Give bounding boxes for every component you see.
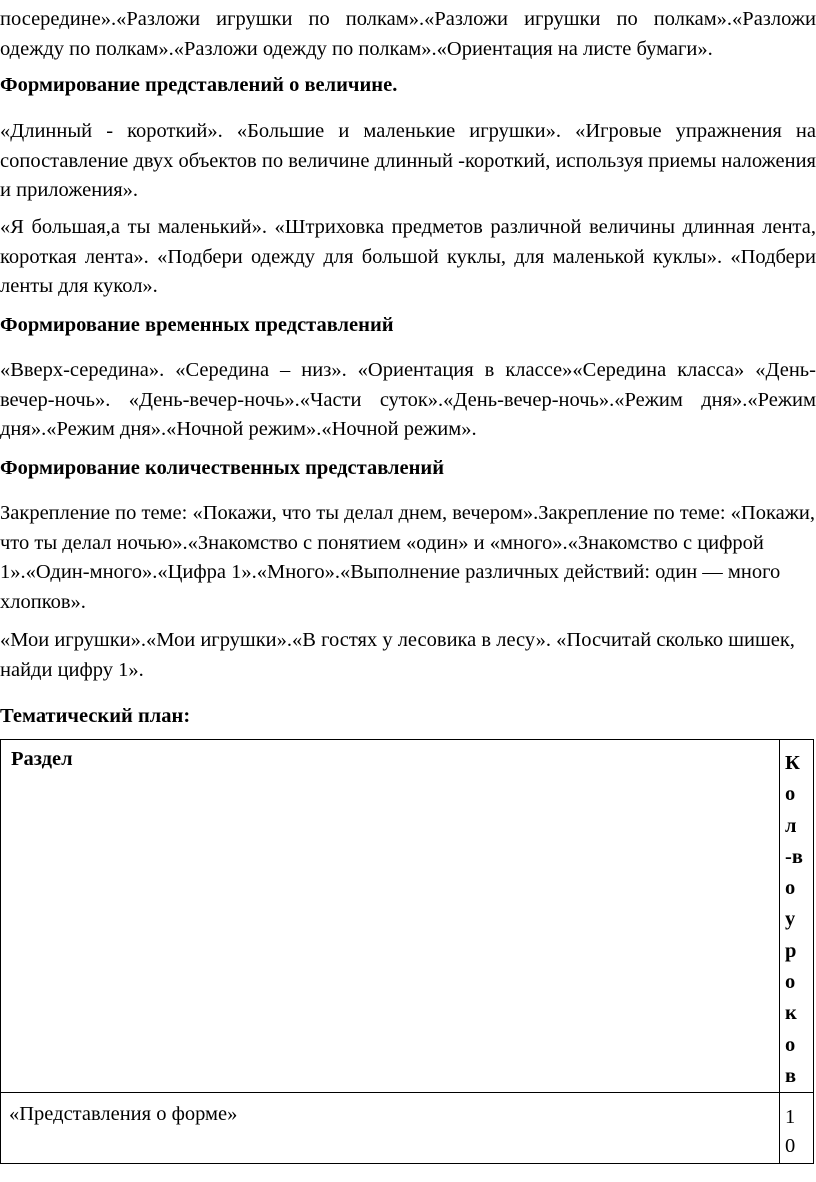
table-header-row (1, 740, 814, 1093)
header-lesson-count-label: Кол-воуроков (785, 752, 803, 1087)
paragraph-my-toys: «Мои игрушки».«Мои игрушки».«В гостях у лесовика в лесу». «Посчитай сколько шишек, найди цифру 1». (0, 629, 795, 681)
heading-quantity-concepts: Формирование количественных представлений (0, 457, 445, 479)
paragraph-day-night: «Вверх-середина». «Середина – низ». «Ориентация в классе»«Середина класса» «День-вечер-ночь». «День-вечер-ночь».«Части суток».«День-вечер-ночь».«Режим дня».«Режим дня».«Режим дня».«Ночной режим».«Ночной режим». (0, 359, 816, 440)
heading-time-concepts: Формирование временных представлений (0, 314, 394, 336)
paragraph-one-many: Закрепление по теме: «Покажи, что ты делал днем, вечером».Закрепление по теме: «Покажи, что ты делал ночью».«Знакомство с понятием «один» и «много».«Знакомство с цифрой 1».«Один-много».«Цифра 1».«Много».«Выполнение различных действий: один — много хлопков». (0, 502, 815, 613)
header-cell-section (1, 740, 780, 1093)
row-cell-section (1, 1093, 780, 1164)
header-cell-lesson-count (780, 740, 814, 1093)
row-section-title: «Представления о форме» (9, 1103, 238, 1126)
thematic-plan-table (0, 739, 814, 1164)
row-lesson-count: 10 (785, 1106, 796, 1158)
header-section-label: Раздел (11, 748, 73, 770)
heading-thematic-plan: Тематический план: (0, 705, 191, 727)
row-cell-lesson-count (780, 1093, 814, 1164)
table-row (1, 1093, 814, 1164)
heading-size-concepts: Формирование представлений о величине. (0, 74, 398, 96)
paragraph-toys-clothes: посередине».«Разложи игрушки по полкам».«Разложи игрушки по полкам».«Разложи одежду по полкам».«Разложи одежду по полкам».«Ориентация на листе бумаги». (0, 8, 816, 60)
paragraph-big-small: «Я большая,а ты маленький». «Штриховка предметов различной величины длинная лента, короткая лента». «Подбери одежду для большой куклы, для маленькой куклы». «Подбери ленты для кукол». (0, 216, 816, 297)
paragraph-long-short: «Длинный - короткий». «Большие и маленькие игрушки». «Игровые упражнения на сопоставление двух объектов по величине длинный -короткий, используя приемы наложения и приложения». (0, 120, 816, 201)
